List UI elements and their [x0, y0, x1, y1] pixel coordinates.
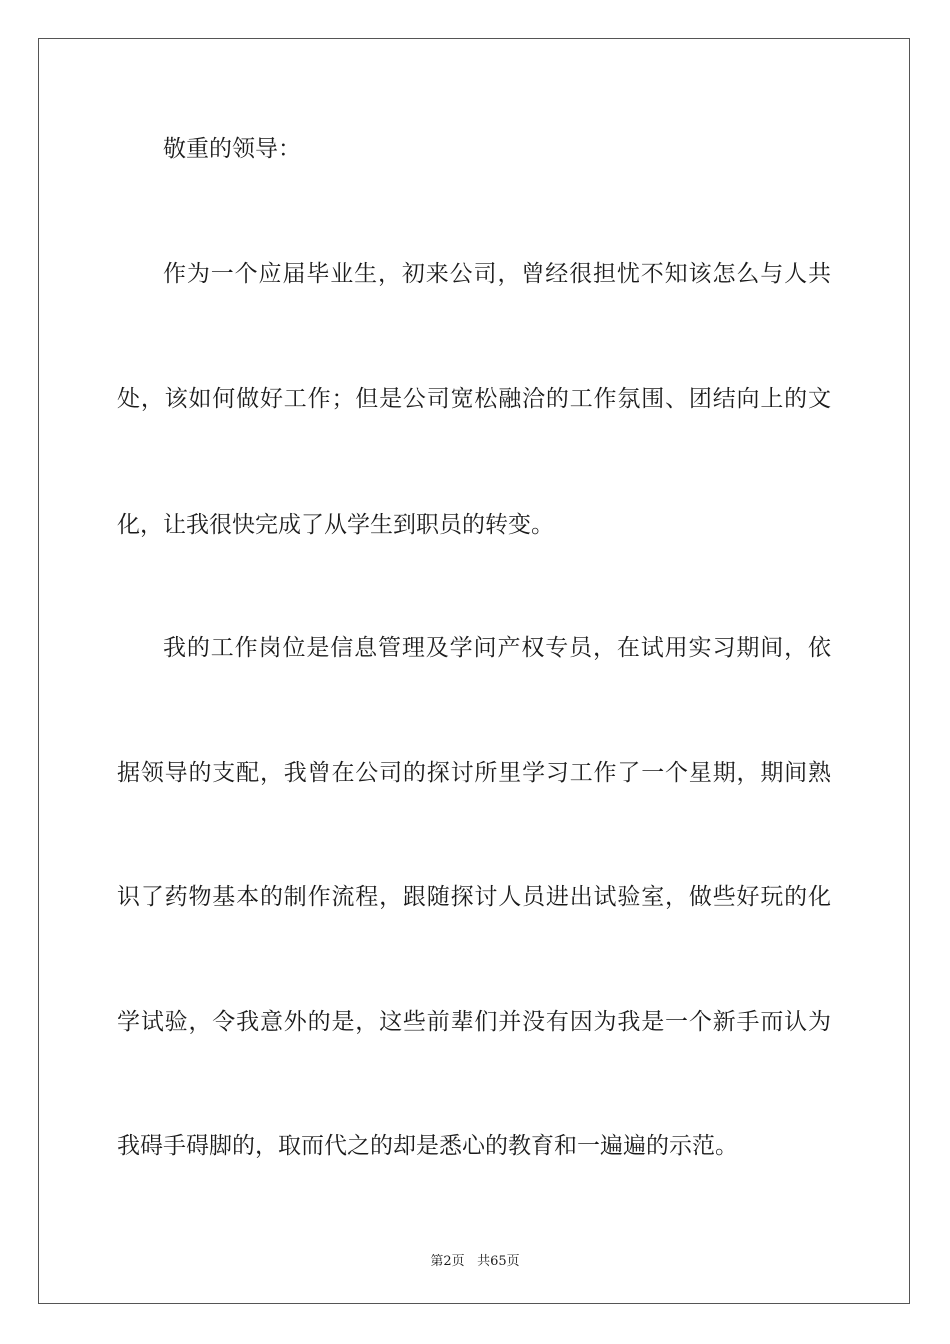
page-total: 共65页: [477, 1254, 520, 1269]
paragraph-1-line-1: 作为一个应届毕业生，初来公司，曾经很担忧不知该怎么与人共: [163, 261, 831, 287]
paragraph-2-line-1: 我的工作岗位是信息管理及学问产权专员，在试用实习期间，依: [163, 635, 831, 661]
paragraph-1-line-3: 化，让我很快完成了从学生到职员的转变。: [117, 512, 554, 538]
page-number: 第2页: [430, 1254, 465, 1269]
paragraph-1-line-2: 处，该如何做好工作；但是公司宽松融洽的工作氛围、团结向上的文: [117, 386, 831, 412]
paragraph-2-line-2: 据领导的支配，我曾在公司的探讨所里学习工作了一个星期，期间熟: [117, 760, 831, 786]
paragraph-2-line-4: 学试验，令我意外的是，这些前辈们并没有因为我是一个新手而认为: [117, 1009, 831, 1035]
paragraph-2-line-5: 我碍手碍脚的，取而代之的却是悉心的教育和一遍遍的示范。: [117, 1133, 738, 1159]
salutation: 敬重的领导：: [163, 136, 301, 162]
page-border: [38, 38, 910, 1304]
paragraph-2-line-3: 识了药物基本的制作流程，跟随探讨人员进出试验室，做些好玩的化: [117, 884, 831, 910]
page-footer: [0, 1250, 950, 1269]
